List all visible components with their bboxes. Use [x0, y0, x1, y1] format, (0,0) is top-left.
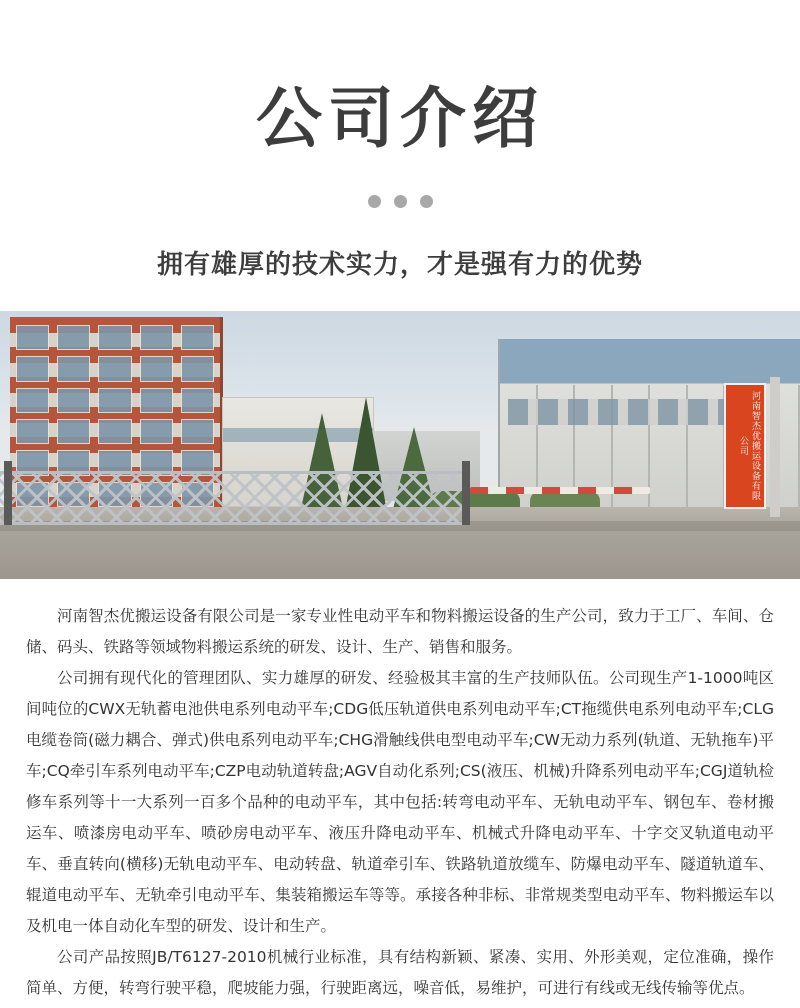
- traffic-barrier: [470, 487, 650, 494]
- warehouse-windows: [508, 399, 730, 425]
- page-subtitle: 拥有雄厚的技术实力，才是强有力的优势: [156, 250, 643, 280]
- factory-photo: [0, 311, 800, 579]
- accordion-gate: [0, 471, 470, 525]
- paragraph: 公司产品按照JB/T6127-2010机械行业标准，具有结构新颖、紧凑、实用、外形美观，定位准确，操作简单、方便，转弯行驶平稳，爬坡能力强，行驶距离远，噪音低，易维护，可进行有线或无线传输等优点。: [26, 948, 774, 997]
- paragraph: 河南智杰优搬运设备有限公司是一家专业性电动平车和物料搬运设备的生产公司，致力于工厂、车间、仓储、码头、铁路等领域物料搬运系统的研发、设计、生产、销售和服务。: [26, 607, 774, 656]
- dot-icon: [368, 195, 381, 208]
- gate-post: [462, 461, 470, 525]
- page-header: [0, 0, 800, 281]
- dot-icon: [394, 195, 407, 208]
- decorative-dots: [0, 194, 800, 208]
- photo-canvas: [0, 311, 800, 579]
- paragraph: 公司拥有现代化的管理团队、实力雄厚的研发、经验极其丰富的生产技师队伍。公司现生产1-1000吨区间吨位的CWX无轨蓄电池供电系列电动平车;CDG低压轨道供电系列电动平车;CT拖缆供电系列电动平车;CLG电缆卷筒(磁力耦合、弹式)供电系列电动平车;CHG滑触线供电型电动平车;CW无动力系列(轨道、无轨拖车)平车;CQ牵引车系列电动平车;CZP电动轨道转盘;AGV自动化系列;CS(液压、机械)升降系列电动平车;CGJ道轨检修车系列等十一大系列一百多个品种的电动平车，其中包括:转弯电动平车、无轨电动平车、钢包车、卷材搬运车、喷漆房电动平车、喷砂房电动平车、液压升降电动平车、机械式升降电动平车、十字交叉轨道电动平车、垂直转向(横移)无轨电动平车、电动转盘、轨道牵引车、铁路轨道放缆车、防爆电动平车、隧道轨道车、辊道电动平车、无轨牵引电动平车、集装箱搬运车等等。承接各种非标、非常规类型电动平车、物料搬运车以及机电一体自动化车型的研发、设计和生产。: [26, 669, 774, 935]
- page-title: 公司介绍: [256, 80, 544, 157]
- sign-pole: [770, 377, 780, 517]
- company-description: [0, 579, 800, 1004]
- company-sign: 河南智杰优搬运设备有限公司: [724, 383, 766, 509]
- dot-icon: [420, 195, 433, 208]
- gate-post: [4, 461, 12, 525]
